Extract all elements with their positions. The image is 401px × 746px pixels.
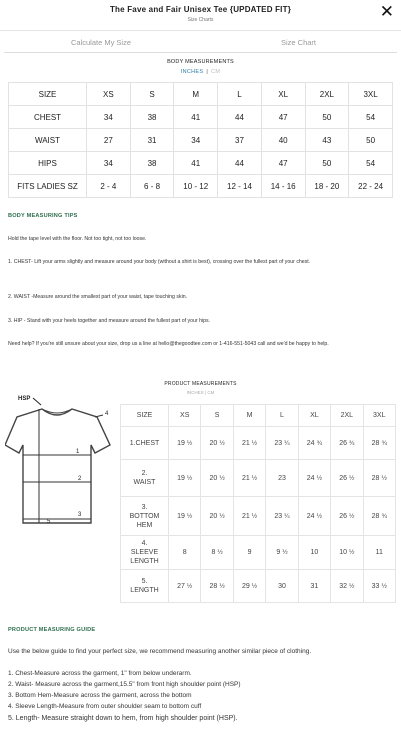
tab-calculate-my-size[interactable]: Calculate My Size [71,38,132,47]
product-measurement-cell [233,570,265,603]
measurement-whole: 23 [278,474,286,482]
measurement-cell: 6 - 8 [130,175,174,198]
product-measurement-cell [298,536,330,570]
product-header-cell: 3XL [363,405,395,427]
measurement-fraction: ½ [186,474,193,482]
product-header-cell: XL [298,405,330,427]
size-header-row [9,83,393,106]
unit-cm-button[interactable]: CM [211,69,221,75]
measurement-fraction: ½ [282,549,288,556]
measurement-whole: 27 [177,582,185,590]
product-measurement-cell [266,427,298,460]
measurement-cell: 47 [261,106,305,129]
measurement-whole: 8 [211,549,216,556]
size-header-cell: M [174,83,218,106]
measurement-fraction: ¼ [284,512,290,520]
measurement-cell: 34 [174,129,218,152]
modal-header [0,0,401,31]
product-measurement-cell [233,460,265,497]
product-measurement-cell [169,460,201,497]
size-header-cell: S [130,83,174,106]
size-header-label: SIZE [9,83,87,106]
measurement-cell: 54 [349,152,393,175]
measurement-cell: 22 - 24 [349,175,393,198]
measurement-cell: 10 - 12 [174,175,218,198]
product-header-cell: XS [169,405,201,427]
measurement-cell: 37 [218,129,262,152]
measurement-cell: 2 - 4 [87,175,131,198]
measurement-cell: 34 [87,152,131,175]
measurement-fraction: ¾ [316,439,322,447]
product-header-cell: M [233,405,265,427]
product-header-cell: 2XL [331,405,363,427]
tips-heading: BODY MEASURING TIPS [8,213,78,219]
measurement-whole: 10 [339,549,347,556]
product-measurement-cell [201,497,233,536]
product-measurement-cell [233,536,265,570]
measurement-fraction: ½ [316,474,322,482]
measurement-whole: 23 [274,512,283,520]
product-measurement-cell [169,536,201,570]
measurement-fraction: ½ [251,582,258,590]
measurement-cell: 31 [130,129,174,152]
product-measurement-cell [298,460,330,497]
measurement-cell: 43 [305,129,349,152]
measurement-cell: 50 [305,106,349,129]
measurement-whole: 10 [310,549,319,556]
measurement-whole: 24 [306,474,315,482]
measurement-fraction: ¾ [349,439,355,447]
product-measurement-cell [298,570,330,603]
measurement-whole: 11 [375,549,383,556]
modal-subtitle: Size Charts [187,17,214,23]
table-row [121,497,396,536]
product-measurement-cell [331,536,363,570]
measurement-whole: 24 [306,512,315,520]
product-measurement-cell [169,427,201,460]
guide-intro: Use the below guide to find your perfect size, we recommend measuring another similar piece of clothing. [8,648,312,655]
measurement-whole: 30 [278,582,286,590]
tips-help: Need help? If you're still unsure about your size, drop us a line at hello@thegoodtee.com or 1-416-551-5043 call and we'd be happy to help. [8,341,329,347]
product-measurement-cell [331,497,363,536]
measurement-fraction: ½ [186,582,193,590]
measurement-cell: 50 [305,152,349,175]
measurement-fraction: ½ [316,512,322,520]
diagram-number-5: 5 [47,519,51,525]
product-measurement-cell [266,497,298,536]
product-row-label: 5. LENGTH [121,570,169,603]
guide-item: 5. Length- Measure straight down to hem, from high shoulder point (HSP). [8,715,238,722]
measurement-cell: 54 [349,106,393,129]
product-row-label: 1.CHEST [121,427,169,460]
diagram-number-1: 1 [76,449,80,455]
product-row-label: 3. BOTTOM HEM [121,497,169,536]
row-label: FITS LADIES SZ [9,175,87,198]
tab-size-chart[interactable]: Size Chart [280,38,316,47]
measurement-cell: 44 [218,106,262,129]
measurement-whole: 32 [339,582,347,590]
tips-waist: 2. WAIST -Measure around the smallest part of your waist, tape touching skin. [8,294,188,300]
diagram-number-4: 4 [105,411,109,417]
product-measurement-cell [363,536,395,570]
table-row [9,152,393,175]
measurement-fraction: ¾ [381,439,387,447]
size-tabs [4,34,397,53]
measurement-whole: 9 [247,549,252,556]
table-row [9,129,393,152]
measurement-fraction: ½ [349,582,355,590]
product-measurements-table [120,404,396,603]
tshirt-diagram [5,395,117,535]
measurement-fraction: ½ [349,474,355,482]
measurement-fraction: ¼ [284,439,290,447]
measurement-cell: 38 [130,106,174,129]
product-measurement-cell [266,536,298,570]
measurement-fraction: ½ [381,474,387,482]
row-label: CHEST [9,106,87,129]
guide-item: 3. Bottom Hem-Measure across the garment, across the bottom [8,692,192,699]
measurement-cell: 44 [218,152,262,175]
measurement-cell: 38 [130,152,174,175]
product-header-cell: L [266,405,298,427]
measurement-fraction: ½ [349,549,355,556]
tips-hip: 3. HIP - Stand with your heels together and measure around the fullest part of your hips. [8,318,211,324]
measurement-cell: 34 [87,106,131,129]
table-row [121,460,396,497]
measurement-whole: 26 [339,512,347,520]
measurement-fraction: ¾ [381,512,387,520]
product-measurement-cell [298,497,330,536]
product-measurement-cell [298,427,330,460]
close-icon[interactable]: ✕ [379,2,394,22]
measurement-fraction: ½ [219,474,225,482]
product-unit-cm[interactable]: CM [207,390,215,395]
size-header-cell: XS [87,83,131,106]
product-header-label: SIZE [121,405,169,427]
table-row [121,427,396,460]
product-row-label: 2. WAIST [121,460,169,497]
measurement-fraction: ½ [186,512,193,520]
body-measurements-table [8,82,393,198]
measurement-whole: 19 [177,512,185,520]
tshirt-outline [5,409,110,523]
measurement-whole: 26 [339,439,347,447]
measurement-whole: 9 [276,549,281,556]
measurement-fraction: ½ [251,512,258,520]
size-header-cell: L [218,83,262,106]
measurement-whole: 28 [209,582,218,590]
product-title: The Fave and Fair Unisex Tee {UPDATED FIT} [109,5,292,14]
product-unit-separator: | [204,390,207,395]
product-measurement-cell [201,536,233,570]
product-row-label: 4. SLEEVE LENGTH [121,536,169,570]
measurement-whole: 19 [177,474,185,482]
table-row [121,536,396,570]
measurement-whole: 20 [209,512,218,520]
measurement-whole: 28 [371,474,380,482]
product-header-cell: S [201,405,233,427]
size-header-cell: XL [261,83,305,106]
product-measurement-cell [331,427,363,460]
diagram-number-2: 2 [78,476,82,482]
measurement-whole: 28 [371,512,380,520]
measurement-whole: 20 [209,439,218,447]
measurement-whole: 19 [177,439,185,447]
measurement-whole: 31 [310,582,319,590]
product-unit-inches[interactable]: INCHES [186,390,204,395]
product-measurement-cell [201,460,233,497]
diagram-number-3: 3 [78,512,82,518]
measurement-whole: 21 [241,474,250,482]
measurement-cell: 14 - 16 [261,175,305,198]
measurement-whole: 29 [241,582,250,590]
measurement-whole: 20 [209,474,218,482]
hsp-arrow [33,398,41,405]
size-header-cell: 3XL [349,83,393,106]
measurement-fraction: ½ [251,439,258,447]
measurement-whole: 33 [371,582,380,590]
product-measurement-cell [266,460,298,497]
table-row [9,175,393,198]
measurement-cell: 27 [87,129,131,152]
measurement-whole: 24 [306,439,315,447]
measurement-fraction: ½ [349,512,355,520]
sleeve-measure-line [95,415,103,417]
hsp-label: HSP [18,396,31,402]
product-measurement-cell [331,570,363,603]
measurement-fraction: ½ [219,512,225,520]
product-header-row [121,405,396,427]
table-row [9,106,393,129]
product-measurement-cell [201,570,233,603]
product-measurement-cell [233,427,265,460]
measurement-whole: 21 [241,439,250,447]
product-measurements-heading: PRODUCT MEASUREMENTS [164,381,237,387]
measurement-cell: 40 [261,129,305,152]
measurement-cell: 47 [261,152,305,175]
measurement-fraction: ½ [217,549,223,556]
product-measurement-cell [363,497,395,536]
guide-item: 4. Sleeve Length-Measure from outer shoulder seam to bottom cuff [8,703,202,710]
row-label: HIPS [9,152,87,175]
product-measurement-cell [266,570,298,603]
product-measurement-cell [201,427,233,460]
product-measurement-cell [331,460,363,497]
product-measurement-cell [363,570,395,603]
guide-item: 2. Waist- Measure across the garment,15.5" from front high shoulder point (HSP) [8,681,241,688]
measurement-fraction: ½ [219,439,225,447]
measurement-whole: 28 [371,439,380,447]
product-measurement-cell [233,497,265,536]
product-measurement-cell [363,460,395,497]
unit-separator: | [206,69,209,75]
body-measurements-heading: BODY MEASUREMENTS [167,59,234,65]
product-measurement-cell [169,497,201,536]
tips-intro: Hold the tape level with the floor. Not too tight, not too loose. [8,236,147,242]
unit-inches-button[interactable]: INCHES [180,69,204,75]
measurement-fraction: ½ [251,474,258,482]
measurement-cell: 12 - 14 [218,175,262,198]
measurement-fraction: ½ [381,582,387,590]
measurement-cell: 41 [174,152,218,175]
measurement-cell: 41 [174,106,218,129]
size-header-cell: 2XL [305,83,349,106]
tips-chest: 1. CHEST- Lift your arms slightly and measure around your body (without a shirt is best), crossing over the fullest part of your chest. [8,259,311,265]
guide-item: 1. Chest-Measure across the garment, 1" from below underarm. [8,670,192,677]
unit-toggle [0,69,401,75]
product-measurement-cell [169,570,201,603]
table-row [121,570,396,603]
measurement-cell: 18 - 20 [305,175,349,198]
measurement-fraction: ½ [219,582,225,590]
measurement-fraction: ½ [186,439,193,447]
measurement-whole: 26 [339,474,347,482]
measurement-whole: 8 [182,549,187,556]
measurement-whole: 23 [274,439,283,447]
measurement-whole: 21 [241,512,250,520]
guide-heading: PRODUCT MEASURING GUIDE [8,627,96,633]
product-measurement-cell [363,427,395,460]
row-label: WAIST [9,129,87,152]
measurement-cell: 50 [349,129,393,152]
